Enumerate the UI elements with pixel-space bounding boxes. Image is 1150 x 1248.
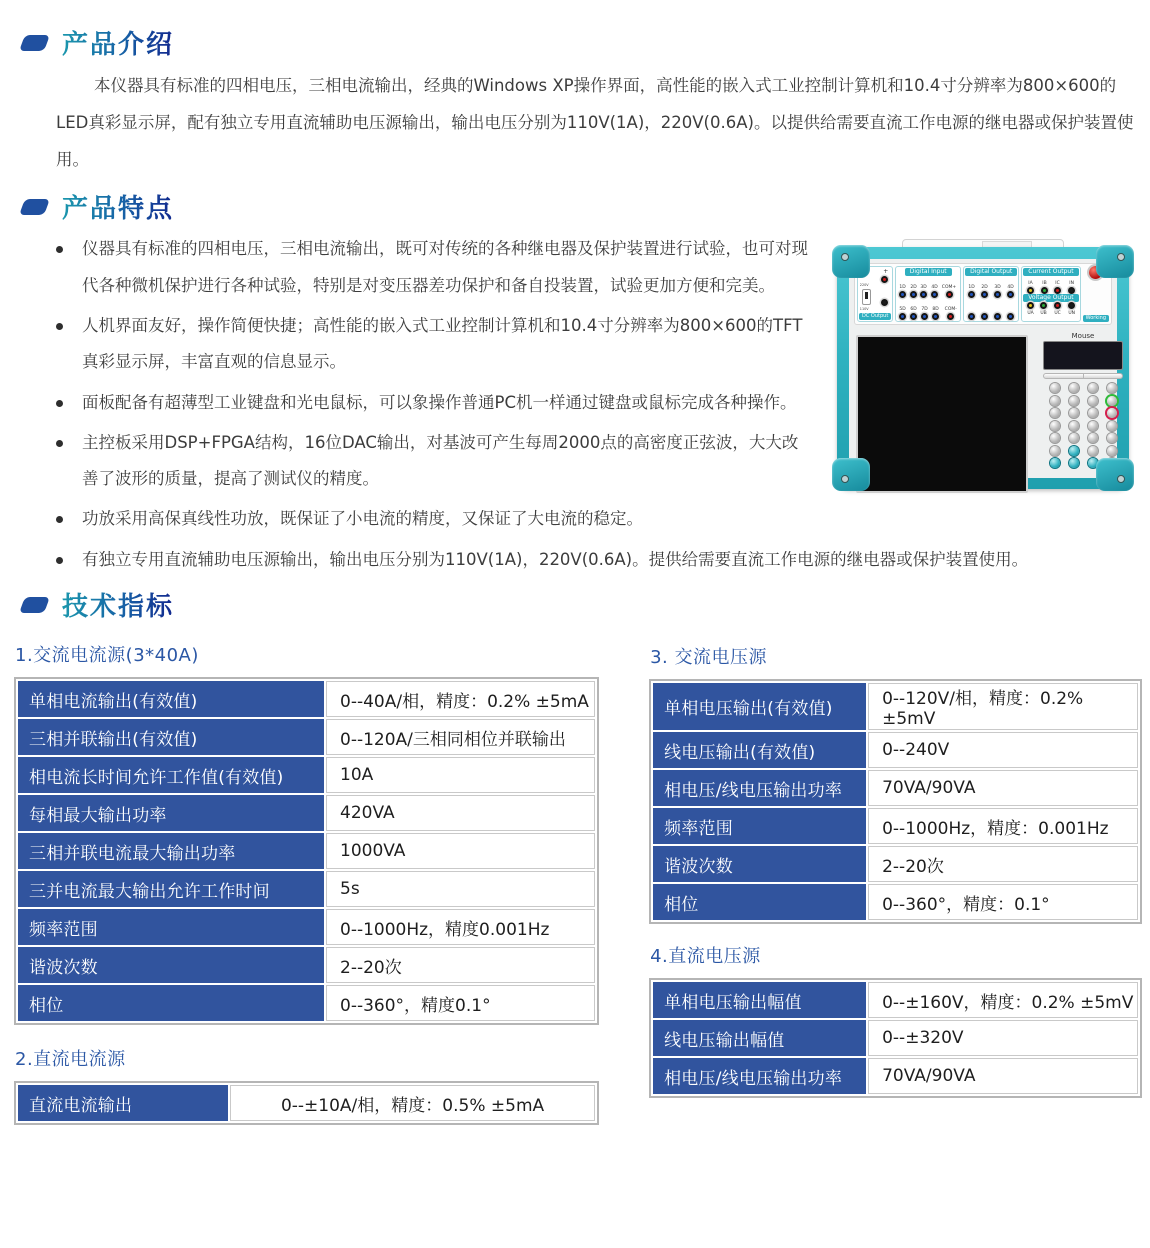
jack-label: 5D [899,306,906,313]
spec-value-cell: 0--360°，精度0.1° [326,985,595,1021]
spec-value-cell: 0--1000Hz，精度0.001Hz [326,909,595,945]
jack-unit [931,284,938,298]
spec-value-cell: 5s [326,871,595,907]
banana-jack [1007,313,1014,320]
keypad-row [1050,383,1117,393]
jack-label: 8D [932,306,940,313]
banana-jack [1027,302,1034,309]
feature-item [48,425,810,498]
jack-unit [1040,302,1047,316]
jack-unit [1041,280,1048,294]
spec-value-cell: 10A [326,757,595,793]
digital-output-title: Digital Output [965,268,1017,276]
keypad-row [1050,446,1117,456]
banana-jack [931,291,938,298]
jack [881,276,888,283]
spec-label-cell: 相位 [18,985,324,1021]
spec-columns [14,629,1142,1125]
spec-table-ac-current [14,677,599,1025]
bullet-dot-icon [48,385,82,421]
jack-unit [920,284,927,298]
jack-unit [941,284,957,298]
analog-output-section [1021,266,1080,322]
table-row [653,1058,1138,1094]
jack [881,299,888,306]
keypad-key [1107,408,1117,418]
spec-value-cell: 70VA/90VA [868,1058,1138,1094]
table-row [18,909,595,945]
spec-value-cell: 1000VA [326,833,595,869]
spec-label-cell: 线电压输出幅值 [653,1020,866,1056]
working-label: Working [1083,315,1109,322]
spec-label-cell: 三相并联输出(有效值) [18,719,324,755]
spec-label-cell: 单相电压输出(有效值) [653,683,866,730]
banana-jack [1041,287,1048,294]
spec-value-cell: 0--120A/三相同相位并联输出 [326,719,595,755]
table-row [18,833,595,869]
spec-label-cell: 频率范围 [653,808,866,844]
spec-subtitle-dc-voltage: 4.直流电压源 [650,946,761,968]
keypad-row [1050,408,1117,418]
table-row [653,1020,1138,1056]
keypad-key [1050,383,1060,393]
spec-table-ac-voltage [649,679,1142,924]
keypad-key [1069,383,1079,393]
section-marker-icon [19,35,50,51]
section-marker-icon [19,199,50,215]
tester-device-image [832,239,1134,491]
spec-label-cell: 单相电压输出幅值 [653,982,866,1018]
feature-item [48,385,810,421]
digital-input-title: Digital Input [905,268,952,276]
jack-unit [910,284,917,298]
keypad-key [1088,396,1098,406]
spec-label-cell: 谐波次数 [653,846,866,882]
feature-item [48,501,810,537]
keypad-key [1050,433,1060,443]
keypad [1050,383,1117,468]
jack-unit [1054,280,1061,294]
keypad-key [1107,396,1117,406]
jack-label: 6D [910,306,918,313]
spec-label-cell: 相位 [653,884,866,920]
table-row [653,732,1138,768]
spec-value-cell: 0--120V/相，精度：0.2% ±5mV [868,683,1138,730]
spec-value-cell: 0--1000Hz，精度：0.001Hz [868,808,1138,844]
table-row [18,681,595,717]
spec-label-cell: 三相并联电流最大输出功率 [18,833,324,869]
spec-label-cell: 相电压/线电压输出功率 [653,1058,866,1094]
jack-unit [968,312,975,320]
bullet-dot-icon [48,501,82,537]
spec-label-cell: 线电压输出(有效值) [653,732,866,768]
keypad-key [1069,446,1079,456]
spec-value-cell: 0--360°，精度：0.1° [868,884,1138,920]
device-keypad-area [1037,331,1129,468]
corner-bumper [832,458,870,491]
banana-jack [920,291,927,298]
feature-text: 主控板采用DSP+FPGA结构，16位DAC输出，对基波可产生每周2000点的高密度正弦波，大大改善了波形的质量，提高了测试仪的精度。 [82,432,799,489]
banana-jack [899,291,906,298]
jack-unit [1007,312,1014,320]
keypad-key [1088,421,1098,431]
jack-label: UB [1040,310,1048,317]
section-marker-icon [19,597,50,613]
keypad-key [1069,458,1079,468]
keypad-key [1069,408,1079,418]
banana-jack [921,313,928,320]
dc-output-label: DC Output [859,313,891,320]
corner-bumper [832,245,870,278]
keypad-key [1050,396,1060,406]
jack-label: UN [1068,310,1075,317]
spec-value-cell: 0--±160V，精度：0.2% ±5mV [868,982,1138,1018]
keypad-key [1107,383,1117,393]
spec-subtitle-ac-current: 1.交流电流源(3*40A) [15,645,199,667]
digital-input-jacks-row1 [897,276,959,298]
table-row [653,884,1138,920]
jack-unit [1054,302,1061,316]
keypad-row [1050,421,1117,431]
spec-label-cell: 直流电流输出 [18,1085,228,1121]
banana-jack [968,313,975,320]
table-row [18,757,595,793]
jack-label: 3D [920,284,927,291]
table-row [653,982,1138,1018]
spec-label-cell: 单相电流输出(有效值) [18,681,324,717]
jack-unit [910,306,917,320]
table-row [653,683,1138,730]
jack-label: 4D [1007,284,1014,291]
table-row [18,947,595,983]
spec-label-cell: 每相最大输出功率 [18,795,324,831]
corner-bumper [1096,458,1134,491]
keypad-key [1050,458,1060,468]
keypad-key [1088,383,1098,393]
banana-jack [899,313,906,320]
feature-text: 面板配备有超薄型工业键盘和光电鼠标，可以象操作普通PC机一样通过键盘或鼠标完成各种操作。 [82,392,797,412]
feature-item [48,231,810,304]
section-title-intro: 产品介绍 [62,24,174,61]
jack-label: 4D [931,284,938,291]
keypad-key [1069,433,1079,443]
jack-unit [1027,302,1034,316]
spec-column-right [649,629,1142,1125]
toggle-label-220: 220V [859,282,869,287]
banana-jack [1054,302,1061,309]
keypad-key [1107,446,1117,456]
jack-label: 3D [994,284,1001,291]
digital-output-jacks-row2 [965,298,1017,320]
bullet-dot-icon [48,308,82,381]
section-header-features [22,188,1142,225]
current-output-jacks [1023,276,1078,294]
table-row [653,808,1138,844]
device-front-panel [849,259,1117,478]
spec-subtitle-ac-voltage: 3. 交流电压源 [650,647,768,669]
jack-unit [981,312,988,320]
jack-label: UC [1054,310,1061,317]
spec-label-cell: 谐波次数 [18,947,324,983]
spec-value-cell: 0--±10A/相，精度：0.5% ±5mA [230,1085,595,1121]
keypad-key [1050,446,1060,456]
digital-output-jacks-row1 [965,276,1017,298]
voltage-output-jacks [1023,302,1078,320]
spec-value-cell: 420VA [326,795,595,831]
jack-label: COM+ [942,284,957,291]
toggle-label-110: 110V [859,306,869,311]
keypad-key [1050,421,1060,431]
voltage-output-title: Voltage Output [1023,294,1078,302]
bullet-dot-icon [48,542,82,578]
spec-label-cell: 频率范围 [18,909,324,945]
banana-jack [910,291,917,298]
banana-jack [968,291,975,298]
section-header-specs [22,586,1142,623]
table-row [653,770,1138,806]
trackpad [1043,341,1123,370]
jack-unit [944,306,958,320]
feature-text: 人机界面友好，操作简便快捷；高性能的嵌入式工业控制计算机和10.4寸分辨率为800×600的TFT真彩显示屏，丰富直观的信息显示。 [82,315,803,372]
intro-paragraph: 本仪器具有标准的四相电压，三相电流输出，经典的Windows XP操作界面，高性能的嵌入式工业控制计算机和10.4寸分辨率为800×600的LED真彩显示屏，配有独立专用直流辅助电压源输出，输出电压分别为110V(1A)，220V(0.6A)。以提供给需要直流工作电源的继电器或保护装置使用。 [56,76,1134,170]
table-row [18,795,595,831]
spec-value-cell: 70VA/90VA [868,770,1138,806]
jack-label: 2D [981,284,988,291]
banana-jack [1027,287,1034,294]
keypad-row [1050,433,1117,443]
spec-label-cell: 相电流长时间允许工作值(有效值) [18,757,324,793]
banana-jack [1040,302,1047,309]
jack-label: 2D [909,284,917,291]
jack-label: 1D [968,284,975,291]
keypad-key [1088,433,1098,443]
banana-jack [947,313,954,320]
digital-output-section [963,266,1019,322]
jack-label: IA [1027,280,1033,287]
banana-jack [1068,287,1075,294]
jack-label: 7D [921,306,929,313]
jack-unit [1007,284,1014,298]
device-terminal-strip [854,263,1112,325]
table-row [18,1085,595,1121]
jack-unit [1068,302,1075,316]
corner-bumper [1096,245,1134,278]
jack-unit [899,284,906,298]
bullet-dot-icon [48,425,82,498]
digital-input-section [895,266,961,322]
jack-unit [1068,280,1075,294]
current-output-title: Current Output [1023,268,1078,276]
spec-value-cell: 0--240V [868,732,1138,768]
jack-label: IN [1069,280,1074,287]
jack-unit [994,312,1001,320]
section-title-features: 产品特点 [62,188,174,225]
jack-label: IC [1055,280,1061,287]
feature-text: 仪器具有标准的四相电压，三相电流输出，既可对传统的各种继电器及保护装置进行试验，也可对现代各种微机保护进行各种试验，特别是对变压器差功保护和备自投装置，试验更加方便和完美。 [82,239,808,295]
banana-jack [994,291,1001,298]
spec-label-cell: 相电压/线电压输出功率 [653,770,866,806]
jack-unit [1027,280,1034,294]
keypad-key [1088,408,1098,418]
banana-jack [981,291,988,298]
banana-jack [981,313,988,320]
plus-label: + [883,268,889,276]
jack-label: UA [1026,310,1034,317]
spec-value-cell: 0--40A/相，精度：0.2% ±5mA [326,681,595,717]
jack-unit [968,284,975,298]
feature-item [48,308,810,381]
jack-label: IB [1041,280,1047,287]
banana-jack [994,313,1001,320]
jack-unit [921,306,928,320]
keypad-key [1069,396,1079,406]
mouse-buttons [1043,373,1123,379]
spec-table-dc-current [14,1081,599,1125]
jack-unit [994,284,1001,298]
keypad-key [1107,421,1117,431]
digital-input-jacks-row2 [897,298,959,320]
feature-text: 功放采用高保真线性功放，既保证了小电流的精度，又保证了大电流的稳定。 [82,509,643,529]
dc-voltage-toggle [862,289,871,305]
keypad-key [1069,421,1079,431]
feature-item [48,542,1138,578]
table-row [653,846,1138,882]
keypad-key [1107,433,1117,443]
table-row [18,871,595,907]
banana-jack [1054,287,1061,294]
jack-label: 1D [899,284,906,291]
keypad-row [1050,396,1117,406]
jack-label: COM- [944,306,957,313]
banana-jack [1068,302,1075,309]
spec-label-cell: 三并电流最大输出允许工作时间 [18,871,324,907]
spec-value-cell: 2--20次 [326,947,595,983]
spec-value-cell: 0--±320V [868,1020,1138,1056]
spec-table-dc-voltage [649,978,1142,1098]
keypad-key [1088,446,1098,456]
table-row [18,985,595,1021]
keypad-key [1050,408,1060,418]
feature-text: 有独立专用直流辅助电压源输出，输出电压分别为110V(1A)，220V(0.6A)。提供给需要直流工作电源的继电器或保护装置使用。 [82,549,1029,569]
section-title-specs: 技术指标 [62,586,174,623]
jack-unit [899,306,906,320]
banana-jack [910,313,917,320]
spec-value-cell: 2--20次 [868,846,1138,882]
jack-unit [981,284,988,298]
bullet-dot-icon [48,231,82,304]
table-row [18,719,595,755]
jack-unit [932,306,939,320]
banana-jack [1007,291,1014,298]
section-header-intro [22,24,1142,61]
features-block [48,231,1138,582]
spec-column-left [14,629,599,1125]
banana-jack [932,313,939,320]
spec-subtitle-dc-current: 2.直流电流源 [15,1049,126,1071]
mouse-label: Mouse [1071,332,1095,341]
banana-jack [946,291,953,298]
device-lcd-screen [856,335,1028,493]
